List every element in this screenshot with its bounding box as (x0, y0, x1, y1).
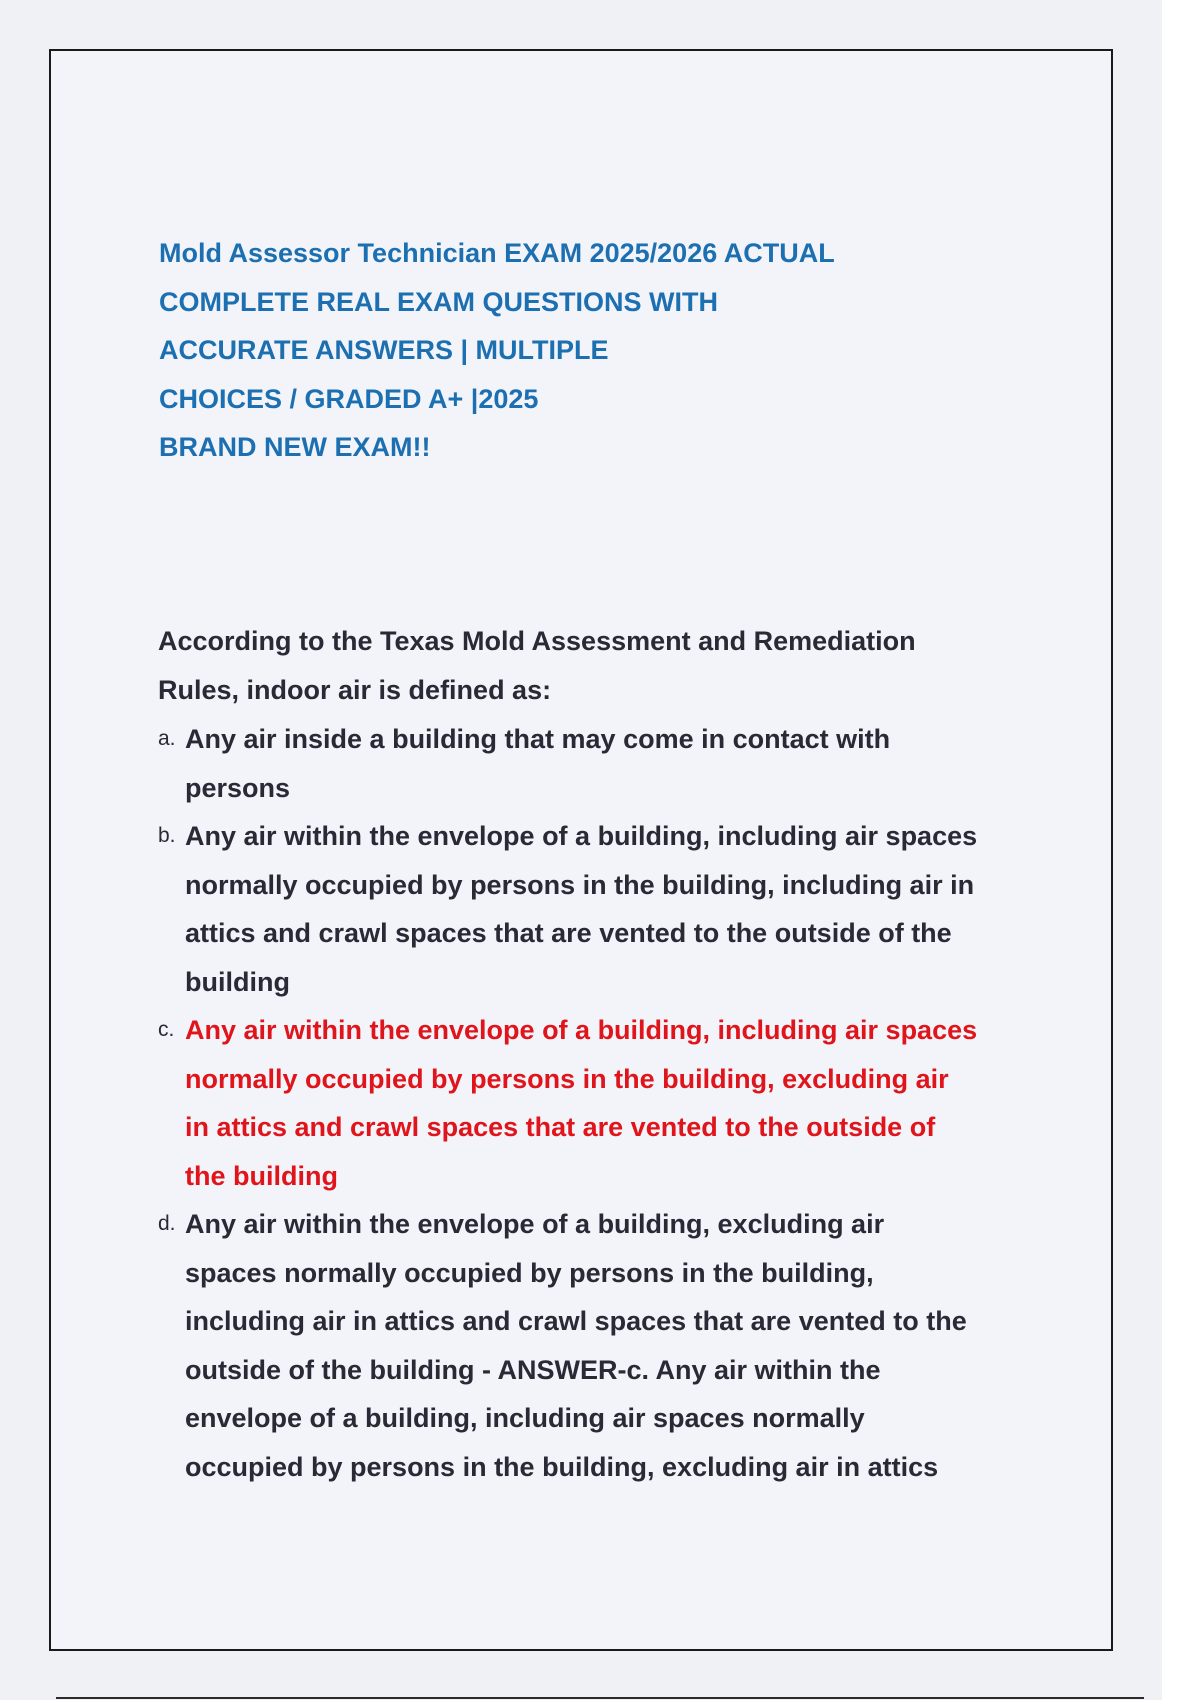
option-line: normally occupied by persons in the building, excluding air (185, 1063, 949, 1094)
option-a (158, 715, 1078, 812)
option-letter: b. (158, 824, 176, 847)
option-line: attics and crawl spaces that are vented to the outside of the (185, 918, 952, 948)
title-line: ACCURATE ANSWERS | MULTIPLE (159, 335, 609, 365)
question-line: Rules, indoor air is defined as: (158, 674, 552, 705)
option-line: occupied by persons in the building, excluding air in attics (185, 1451, 939, 1482)
viewer-right-margin (1162, 0, 1200, 1700)
question-stem (158, 617, 1068, 714)
option-text (185, 812, 1078, 1006)
option-line: including air in attics and crawl spaces that are vented to the (185, 1306, 967, 1336)
title-line: BRAND NEW EXAM!! (159, 432, 431, 462)
option-text (185, 1006, 1078, 1200)
page-bottom-rule (56, 1697, 1144, 1699)
option-b (158, 812, 1078, 1006)
option-d (158, 1200, 1078, 1491)
title-line: Mold Assessor Technician EXAM 2025/2026 ACTUAL (159, 238, 835, 268)
option-line: persons (185, 772, 291, 803)
option-line: in attics and crawl spaces that are vented to the outside of (185, 1112, 936, 1142)
option-text (185, 715, 1078, 812)
option-line: normally occupied by persons in the building, including air in (185, 869, 975, 900)
option-line: Any air inside a building that may come in contact with (185, 724, 891, 754)
document-page (49, 49, 1113, 1651)
question-line: According to the Texas Mold Assessment and Remediation (158, 626, 916, 656)
option-line: building (185, 966, 290, 997)
answer-options (158, 715, 1078, 1491)
option-line: envelope of a building, including air spaces normally (185, 1403, 865, 1433)
option-line: Any air within the envelope of a building, excluding air (185, 1209, 885, 1239)
option-letter: a. (158, 727, 176, 750)
option-letter: d. (158, 1212, 176, 1235)
option-letter: c. (158, 1018, 175, 1041)
option-line: outside of the building - ANSWER-c. Any air within the (185, 1354, 881, 1385)
option-line: spaces normally occupied by persons in the building, (185, 1257, 874, 1288)
option-c-correct (158, 1006, 1078, 1200)
option-line: Any air within the envelope of a building, including air spaces (185, 1015, 978, 1045)
option-line: the building (185, 1160, 338, 1191)
option-line: Any air within the envelope of a building, including air spaces (185, 821, 978, 851)
title-line: COMPLETE REAL EXAM QUESTIONS WITH (159, 286, 719, 317)
option-text (185, 1200, 1078, 1491)
title-line: CHOICES / GRADED A+ |2025 (159, 383, 539, 414)
document-title (159, 229, 919, 472)
